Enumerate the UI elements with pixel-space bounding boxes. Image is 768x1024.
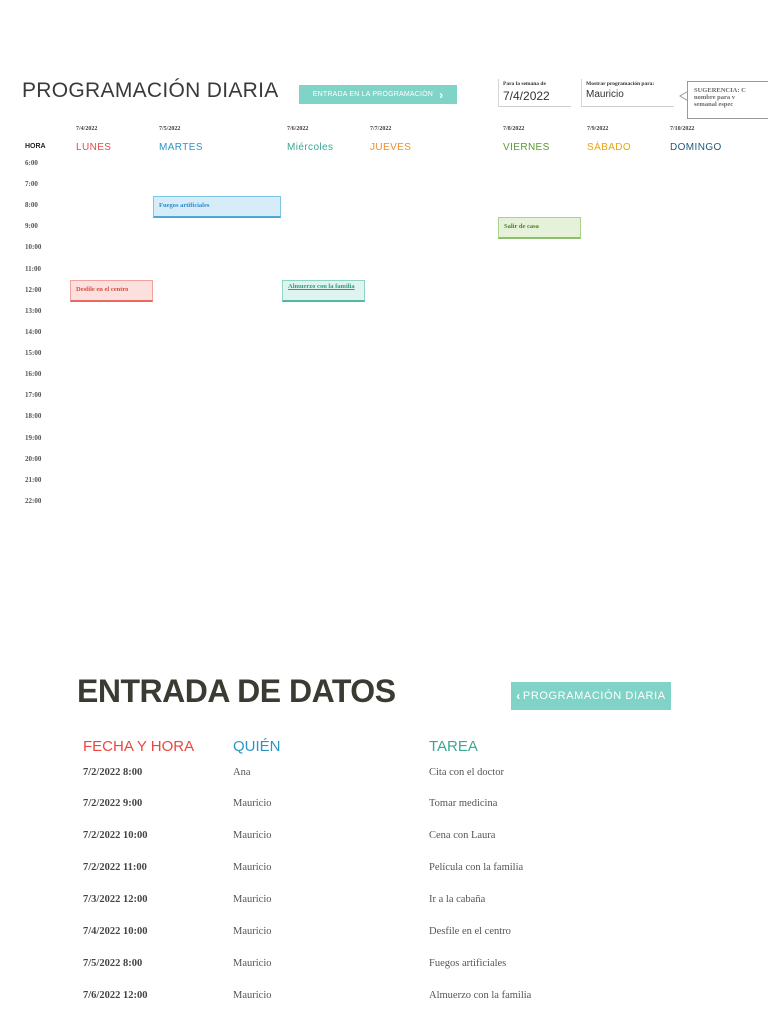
- cell-task[interactable]: Fuegos artificiales: [429, 958, 507, 969]
- hour-label: 16:00: [25, 370, 42, 378]
- column-header-task: TAREA: [429, 738, 478, 755]
- cell-task[interactable]: Cita con el doctor: [429, 767, 504, 778]
- week-field-input[interactable]: 7/4/2022: [503, 89, 550, 103]
- column-header-who: QUIÉN: [233, 738, 281, 755]
- person-select[interactable]: Mauricio: [586, 89, 624, 100]
- hour-label: 14:00: [25, 328, 42, 336]
- hour-label: 10:00: [25, 243, 42, 251]
- week-field-label: Para la semana de: [503, 81, 546, 87]
- cell-who[interactable]: Mauricio: [233, 862, 272, 873]
- cell-task[interactable]: Almuerzo con la familia: [429, 990, 532, 1001]
- hour-label: 12:00: [25, 286, 42, 294]
- cell-who[interactable]: Mauricio: [233, 830, 272, 841]
- person-field-divider: [581, 79, 582, 107]
- day-name-sun: DOMINGO: [670, 142, 722, 153]
- cell-datetime[interactable]: 7/6/2022 12:00: [83, 990, 148, 1001]
- cell-datetime[interactable]: 7/3/2022 12:00: [83, 894, 148, 905]
- day-date-fri: 7/8/2022: [503, 126, 525, 132]
- event-fuegos-artificiales[interactable]: Fuegos artificiales: [153, 196, 281, 218]
- cell-datetime[interactable]: 7/4/2022 10:00: [83, 926, 148, 937]
- cell-datetime[interactable]: 7/5/2022 8:00: [83, 958, 143, 969]
- day-name-thu: JUEVES: [370, 142, 412, 153]
- data-entry-nav-button[interactable]: [299, 85, 457, 104]
- hour-label: 18:00: [25, 412, 42, 420]
- hour-label: 22:00: [25, 497, 42, 505]
- day-name-sat: SÁBADO: [587, 142, 632, 153]
- day-date-mon: 7/4/2022: [76, 126, 98, 132]
- hour-label: 17:00: [25, 391, 42, 399]
- event-almuerzo-con-la-familia[interactable]: Almuerzo con la familia: [282, 280, 365, 302]
- hour-label: 6:00: [25, 159, 38, 167]
- page-title: PROGRAMACIÓN DIARIA: [22, 79, 279, 102]
- week-field-underline: [499, 106, 571, 107]
- day-name-mon: LUNES: [76, 142, 112, 153]
- hour-label: 19:00: [25, 434, 42, 442]
- data-entry-nav-label: ENTRADA EN LA PROGRAMACIÓN: [312, 91, 434, 98]
- chevron-left-icon: ‹: [516, 689, 521, 703]
- cell-who[interactable]: Mauricio: [233, 990, 272, 1001]
- column-header-datetime: FECHA Y HORA: [83, 738, 195, 755]
- day-date-tue: 7/5/2022: [159, 126, 181, 132]
- cell-who[interactable]: Mauricio: [233, 894, 272, 905]
- cell-datetime[interactable]: 7/2/2022 10:00: [83, 830, 148, 841]
- person-field-underline: [582, 106, 674, 107]
- cell-who[interactable]: Mauricio: [233, 926, 272, 937]
- hour-label: 9:00: [25, 222, 38, 230]
- day-date-sat: 7/9/2022: [587, 126, 609, 132]
- day-date-thu: 7/7/2022: [370, 126, 392, 132]
- tip-callout: SUGERENCIA: C nombre para v semanal espec: [687, 81, 768, 119]
- hour-label: 7:00: [25, 180, 38, 188]
- person-field-label: Mostrar programación para:: [586, 81, 655, 87]
- day-name-fri: VIERNES: [503, 142, 550, 153]
- hour-label: 20:00: [25, 455, 42, 463]
- schedule-nav-label: PROGRAMACIÓN DIARIA: [522, 690, 666, 702]
- cell-who[interactable]: Ana: [233, 767, 251, 778]
- cell-task[interactable]: Cena con Laura: [429, 830, 496, 841]
- cell-task[interactable]: Película con la familia: [429, 862, 524, 873]
- cell-who[interactable]: Mauricio: [233, 958, 272, 969]
- cell-task[interactable]: Desfile en el centro: [429, 926, 511, 937]
- cell-datetime[interactable]: 7/2/2022 11:00: [83, 862, 147, 873]
- hour-label: 13:00: [25, 307, 42, 315]
- hour-label: 21:00: [25, 476, 42, 484]
- schedule-nav-button[interactable]: [511, 682, 671, 710]
- hour-label: 15:00: [25, 349, 42, 357]
- day-name-tue: MARTES: [159, 142, 203, 153]
- data-entry-title: ENTRADA DE DATOS: [77, 673, 396, 709]
- cell-datetime[interactable]: 7/2/2022 8:00: [83, 767, 143, 778]
- chevron-right-icon: ›: [439, 87, 444, 102]
- day-name-wed: Miércoles: [287, 142, 334, 153]
- hour-label: 11:00: [25, 265, 41, 273]
- cell-datetime[interactable]: 7/2/2022 9:00: [83, 798, 143, 809]
- event-desfile-en-el-centro[interactable]: Desfile en el centro: [70, 280, 153, 302]
- hour-label: 8:00: [25, 201, 38, 209]
- event-salir-de-casa[interactable]: Salir de casa: [498, 217, 581, 239]
- cell-task[interactable]: Tomar medicina: [429, 798, 498, 809]
- hour-column-header: HORA: [25, 143, 46, 150]
- week-field-divider: [498, 79, 499, 107]
- cell-task[interactable]: Ir a la cabaña: [429, 894, 486, 905]
- cell-who[interactable]: Mauricio: [233, 798, 272, 809]
- day-date-sun: 7/10/2022: [670, 126, 695, 132]
- day-date-wed: 7/6/2022: [287, 126, 309, 132]
